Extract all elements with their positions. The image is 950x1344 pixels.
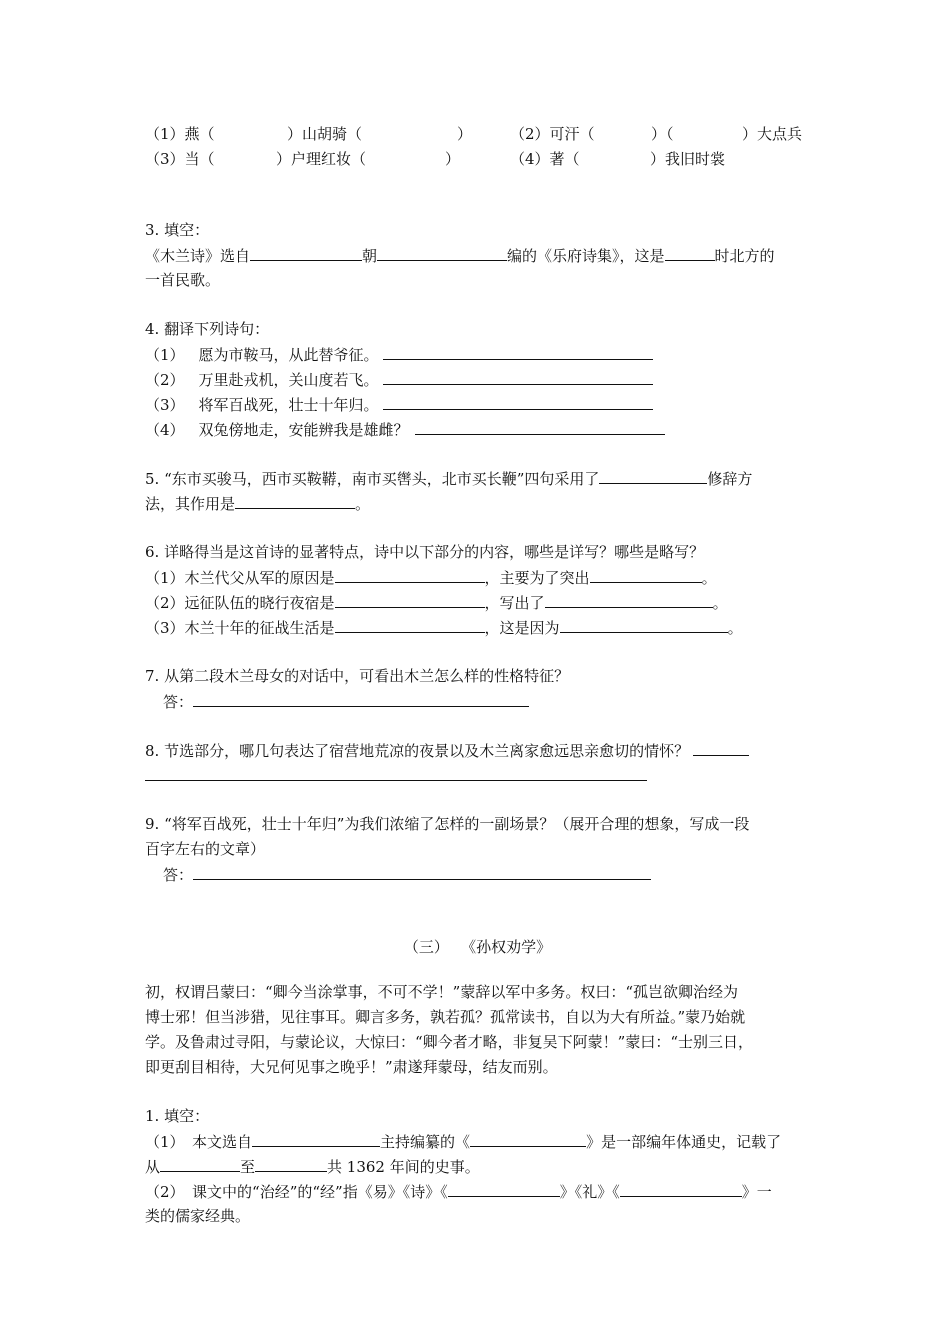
s3q1-blank-compiler[interactable] <box>252 1129 380 1147</box>
vocab-1-a: （1）燕（ <box>145 125 215 143</box>
q5-line-1 <box>145 466 810 491</box>
q4-item-text: 双兔傍地走，安能辨我是雄雌？ <box>198 421 409 439</box>
q3-text-3: 编的《乐府诗集》，这是 <box>507 247 665 265</box>
q3-line-2: 一首民歌。 <box>145 271 221 289</box>
q6-item-3 <box>145 615 810 640</box>
q5-text-2: 修辞方 <box>707 470 753 488</box>
q7-heading: 7. 从第二段木兰母女的对话中，可看出木兰怎么样的性格特征？ <box>145 667 570 685</box>
vocab-3-b: ）户理红妆（ <box>276 150 367 168</box>
q5-text-3: 法，其作用是 <box>145 495 236 513</box>
q4-answer-blank[interactable] <box>383 367 653 385</box>
q8-answer-blank-2[interactable] <box>145 763 647 781</box>
q5-text-1: 5. “东市买骏马，西市买鞍鞯，南市买辔头，北市买长鞭”四句采用了 <box>145 470 600 488</box>
s3q1-blank-from[interactable] <box>160 1154 240 1172</box>
q4-item-2 <box>145 367 810 392</box>
s3q1-text: 》一 <box>741 1183 772 1201</box>
passage-line: 博士邪！但当涉猎，见往事耳。卿言多务，孰若孤？孤常读书，自以为大有所益。”蒙乃始就 <box>145 1008 746 1026</box>
q5-blank-effect[interactable] <box>235 491 355 509</box>
q6-blank[interactable] <box>560 615 728 633</box>
vocab-2-c: ）大点兵 <box>742 125 803 143</box>
q6-item-text: （2）远征队伍的晓行夜宿是 <box>145 594 335 612</box>
s3q1-blank-book[interactable] <box>470 1129 586 1147</box>
vocab-3-c: ） <box>445 150 461 168</box>
q3-text-2: 朝 <box>362 247 378 265</box>
q3-heading: 3. 填空： <box>145 221 210 239</box>
q6-blank[interactable] <box>335 590 485 608</box>
passage-line: 即更刮目相待，大兄何见事之晚乎！”肃遂拜蒙母，结友而别。 <box>145 1058 558 1076</box>
q6-item-1 <box>145 565 810 590</box>
q3-text-4: 时北方的 <box>714 247 775 265</box>
vocab-4-a: （4）著（ <box>510 150 580 168</box>
q6-item-2 <box>145 590 810 615</box>
q8-line-2 <box>145 763 810 788</box>
vocab-2-a: （2）可汗（ <box>510 125 595 143</box>
q9-answer-label: 答： <box>163 866 194 884</box>
q3-blank-dynasty[interactable] <box>250 243 362 261</box>
q4-item-num: （2） <box>145 371 185 389</box>
q8-heading: 8. 节选部分，哪几句表达了宿营地荒凉的夜景以及木兰离家愈远思亲愈切的情怀？ <box>145 742 690 760</box>
q4-item-num: （1） <box>145 346 185 364</box>
s3q1-text: 至 <box>240 1158 256 1176</box>
q5-line-2 <box>145 491 810 516</box>
s3q1-text: （2） 课文中的“治经”的“经”指《易》《诗》《 <box>145 1183 448 1201</box>
vocab-2-b: ）（ <box>651 125 674 143</box>
q6-item-text: ，主要为了突出 <box>484 569 590 587</box>
q6-blank[interactable] <box>335 565 485 583</box>
vocab-row-1 <box>145 122 810 147</box>
q6-item-text: 。 <box>712 594 728 612</box>
passage-line: 学。及鲁肃过寻阳，与蒙论议，大惊曰：“卿今者才略，非复吴下阿蒙！”蒙曰：“士别三日， <box>145 1033 754 1051</box>
q4-answer-blank[interactable] <box>415 417 665 435</box>
q4-item-num: （3） <box>145 396 185 414</box>
s3q1-blank-to[interactable] <box>255 1154 327 1172</box>
vocab-3-a: （3）当（ <box>145 150 215 168</box>
q3-text-1: 《木兰诗》选自 <box>145 247 251 265</box>
q7-answer-label: 答： <box>163 693 194 711</box>
vocab-row-2 <box>145 147 810 172</box>
q4-item-1 <box>145 342 810 367</box>
q4-item-text: 万里赴戎机，关山度若飞。 <box>198 371 379 389</box>
q4-item-4 <box>145 417 810 442</box>
s3q1-text: 共 1362 年间的史事。 <box>327 1158 480 1176</box>
section-title: （三） 《孙权劝学》 <box>403 938 552 956</box>
q9-answer-line <box>145 862 810 887</box>
q6-blank[interactable] <box>335 615 485 633</box>
s3q1-p2-line-2: 类的儒家经典。 <box>145 1207 251 1225</box>
q6-item-text: 。 <box>701 569 717 587</box>
q6-blank[interactable] <box>590 565 702 583</box>
s3q1-text: 》是一部编年体通史，记载了 <box>586 1133 782 1151</box>
q5-blank-rhetoric[interactable] <box>599 466 707 484</box>
q9-line-2: 百字左右的文章） <box>145 840 266 858</box>
q8-answer-blank[interactable] <box>693 738 749 756</box>
q3-blank-editor[interactable] <box>377 243 507 261</box>
q4-item-3 <box>145 392 810 417</box>
q3-blank-period[interactable] <box>665 243 715 261</box>
q7-answer-line <box>145 689 810 714</box>
s3q1-blank-classic-2[interactable] <box>620 1179 742 1197</box>
s3q1-text: 主持编纂的《 <box>380 1133 471 1151</box>
q4-item-text: 愿为市鞍马，从此替爷征。 <box>198 346 379 364</box>
s3q1-p1-line-1 <box>145 1129 810 1154</box>
q6-blank[interactable] <box>545 590 713 608</box>
q8-line-1 <box>145 738 810 763</box>
s3q1-p2-line-1 <box>145 1179 810 1204</box>
q3-line-1 <box>145 243 810 268</box>
s3q1-text: 》《礼》《 <box>559 1183 620 1201</box>
q6-item-text: ，这是因为 <box>484 619 560 637</box>
q4-answer-blank[interactable] <box>383 342 653 360</box>
q7-answer-blank[interactable] <box>193 689 529 707</box>
q6-item-text: 。 <box>727 619 743 637</box>
q6-item-text: ，写出了 <box>484 594 545 612</box>
q6-item-text: （3）木兰十年的征战生活是 <box>145 619 335 637</box>
q4-item-num: （4） <box>145 421 185 439</box>
q4-item-text: 将军百战死，壮士十年归。 <box>198 396 379 414</box>
q9-answer-blank[interactable] <box>193 862 651 880</box>
vocab-1-c: ） <box>457 125 473 143</box>
s3q1-heading: 1. 填空： <box>145 1107 210 1125</box>
vocab-4-b: ）我旧时裳 <box>650 150 726 168</box>
q4-heading: 4. 翻译下列诗句： <box>145 320 270 338</box>
s3q1-blank-classic-1[interactable] <box>448 1179 560 1197</box>
q5-text-4: 。 <box>355 495 371 513</box>
q4-answer-blank[interactable] <box>383 392 653 410</box>
s3q1-p1-line-2 <box>145 1154 810 1179</box>
worksheet-page <box>145 122 810 1229</box>
q9-line-1: 9. “将军百战死，壮士十年归”为我们浓缩了怎样的一副场景？（展开合理的想象，写成一段 <box>145 815 750 833</box>
passage-line: 初，权谓吕蒙曰：“卿今当涂掌事，不可不学！”蒙辞以军中多务。权曰：“孤岂欲卿治经为 <box>145 983 739 1001</box>
q6-heading: 6. 详略得当是这首诗的显著特点，诗中以下部分的内容，哪些是详写？哪些是略写？ <box>145 543 705 561</box>
s3q1-text: 从 <box>145 1158 161 1176</box>
vocab-1-b: ）山胡骑（ <box>287 125 363 143</box>
s3q1-text: （1） 本文选自 <box>145 1133 253 1151</box>
q6-item-text: （1）木兰代父从军的原因是 <box>145 569 335 587</box>
